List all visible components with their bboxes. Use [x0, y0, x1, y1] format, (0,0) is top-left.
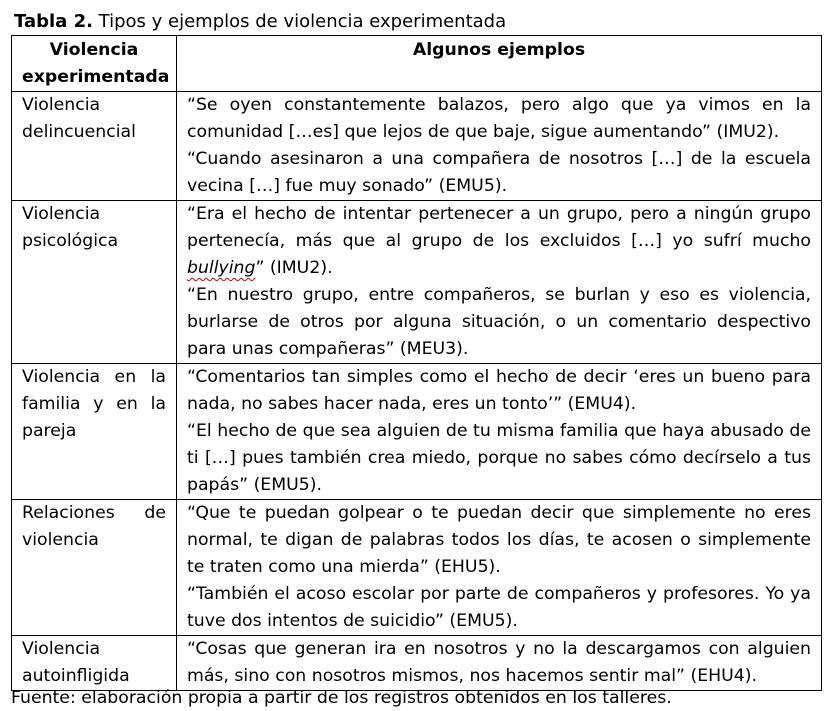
- table-header-row: [12, 36, 822, 92]
- example-quote-part: “Era el hecho de intentar pertenecer a un grupo, pero a ningún grupo pertenecía, más que al grupo de los excluidos […] yo sufrí mucho: [187, 204, 811, 251]
- example-quote: [187, 201, 811, 282]
- header-examples: Algunos ejemplos: [177, 36, 822, 92]
- example-quote-italic: bullying: [187, 258, 256, 278]
- example-quote: “Cuando asesinaron a una compañera de nosotros […] de la escuela vecina […] fue muy sonado” (EMU5).: [187, 149, 811, 196]
- table-row: [12, 500, 822, 636]
- example-quote: “En nuestro grupo, entre compañeros, se burlan y eso es violencia, burlarse de otros por alguna situación, o un comentario despectivo para unas compañeras” (MEU3).: [187, 285, 811, 359]
- example-quote: “Comentarios tan simples como el hecho de decir ‘eres un bueno para nada, no sabes hacer nada, eres un tonto’” (EMU4).: [187, 367, 811, 414]
- category-cell: Violencia delincuencial: [12, 92, 177, 201]
- examples-cell: [177, 636, 822, 691]
- table-row: [12, 201, 822, 364]
- category-cell: Violencia en la familia y en la pareja: [12, 364, 177, 500]
- example-quote: “Que te puedan golpear o te puedan decir que simplemente no eres normal, te digan de palabras todos los días, te acosen o simplemente te traten como una mierda” (EHU5).: [187, 503, 811, 577]
- table-row: [12, 364, 822, 500]
- example-quote: “También el acoso escolar por parte de compañeros y profesores. Yo ya tuve dos intentos de suicidio” (EMU5).: [187, 584, 811, 631]
- examples-cell: [177, 92, 822, 201]
- category-cell: Relaciones de violencia: [12, 500, 177, 636]
- example-quote: “El hecho de que sea alguien de tu misma familia que haya abusado de ti […] pues también crea miedo, porque no sabes cómo decírselo a tus papás” (EMU5).: [187, 421, 811, 495]
- table-caption: [14, 10, 506, 34]
- source-note: Fuente: elaboración propia a partir de los registros obtenidos en los talleres.: [11, 688, 672, 708]
- violence-table: [11, 35, 822, 691]
- examples-cell: [177, 201, 822, 364]
- example-quote: “Se oyen constantemente balazos, pero algo que ya vimos en la comunidad […es] que lejos de que baje, sigue aumentando” (IMU2).: [187, 95, 811, 142]
- example-quote: “Cosas que generan ira en nosotros y no la descargamos con alguien más, sino con nosotros mismos, nos hacemos sentir mal” (EHU4).: [187, 639, 811, 686]
- table-caption-label: Tabla 2.: [14, 11, 93, 32]
- category-cell: Violencia psicológica: [12, 201, 177, 364]
- table-row: [12, 636, 822, 691]
- table-row: [12, 92, 822, 201]
- table-caption-text: Tipos y ejemplos de violencia experimentada: [92, 11, 507, 32]
- header-violence-type: Violencia experimentada: [12, 36, 177, 92]
- example-quote-part: ” (IMU2).: [255, 258, 333, 278]
- examples-cell: [177, 500, 822, 636]
- examples-cell: [177, 364, 822, 500]
- category-cell: Violencia autoinfligida: [12, 636, 177, 691]
